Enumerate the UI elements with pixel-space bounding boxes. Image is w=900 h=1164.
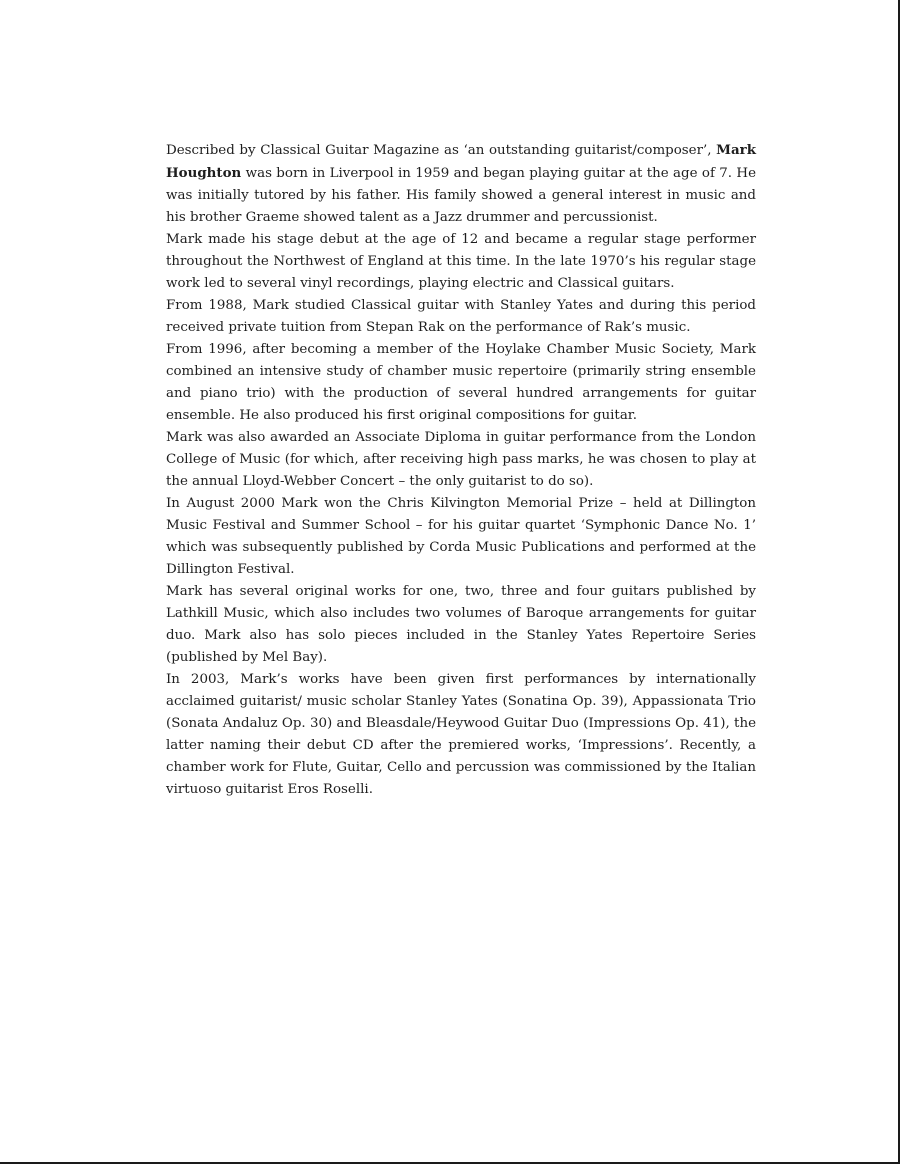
paragraph-prize: In August 2000 Mark won the Chris Kilvington Memorial Prize – held at Dillington Music Festival and Summer School – for his guitar quartet ‘Symphonic Dance No. 1’ which was subsequently published by Corda Music Publications and performed at the Dillington Festival. [166,496,756,577]
paragraph-studies: From 1988, Mark studied Classical guitar with Stanley Yates and during this period received private tuition from Stepan Rak on the performance of Rak’s music. [166,298,756,335]
paragraph-intro [166,139,756,229]
paragraph-diploma: Mark was also awarded an Associate Diploma in guitar performance from the London College of Music (for which, after receiving high pass marks, he was chosen to play at the annual Lloyd-Webber Concert – the only guitarist to do so). [166,430,756,489]
paragraph-publications: Mark has several original works for one, two, three and four guitars published by Lathkill Music, which also includes two volumes of Baroque arrangements for guitar duo. Mark also has solo pieces included in the Stanley Yates Repertoire Series (published by Mel Bay). [166,584,756,665]
paragraph-chamber-music: From 1996, after becoming a member of the Hoylake Chamber Music Society, Mark combined an intensive study of chamber music repertoire (primarily string ensemble and piano trio) with the production of several hundred arrangements for guitar ensemble. He also produced his first original compositions for guitar. [166,342,756,423]
biography-text [166,139,756,801]
intro-rest-text: was born in Liverpool in 1959 and began playing guitar at the age of 7. He was initially tutored by his father. His family showed a general interest in music and his brother Graeme showed talent as a Jazz drummer and percussionist. [166,166,756,225]
paragraph-stage-debut: Mark made his stage debut at the age of 12 and became a regular stage performer throughout the Northwest of England at this time. In the late 1970’s his regular stage work led to several vinyl recordings, playing electric and Classical guitars. [166,232,756,291]
intro-lead-text: Described by Classical Guitar Magazine as ‘an outstanding guitarist/composer’, [166,143,717,158]
paragraph-premieres: In 2003, Mark’s works have been given first performances by internationally acclaimed guitarist/ music scholar Stanley Yates (Sonatina Op. 39), Appassionata Trio (Sonata Andaluz Op. 30) and Bleasdale/Heywood Guitar Duo (Impressions Op. 41), the latter naming their debut CD after the premiered works, ‘Impressions’. Recently, a chamber work for Flute, Guitar, Cello and percussion was commissioned by the Italian virtuoso guitarist Eros Roselli. [166,672,756,797]
subject-name: Mark Houghton [166,142,756,181]
